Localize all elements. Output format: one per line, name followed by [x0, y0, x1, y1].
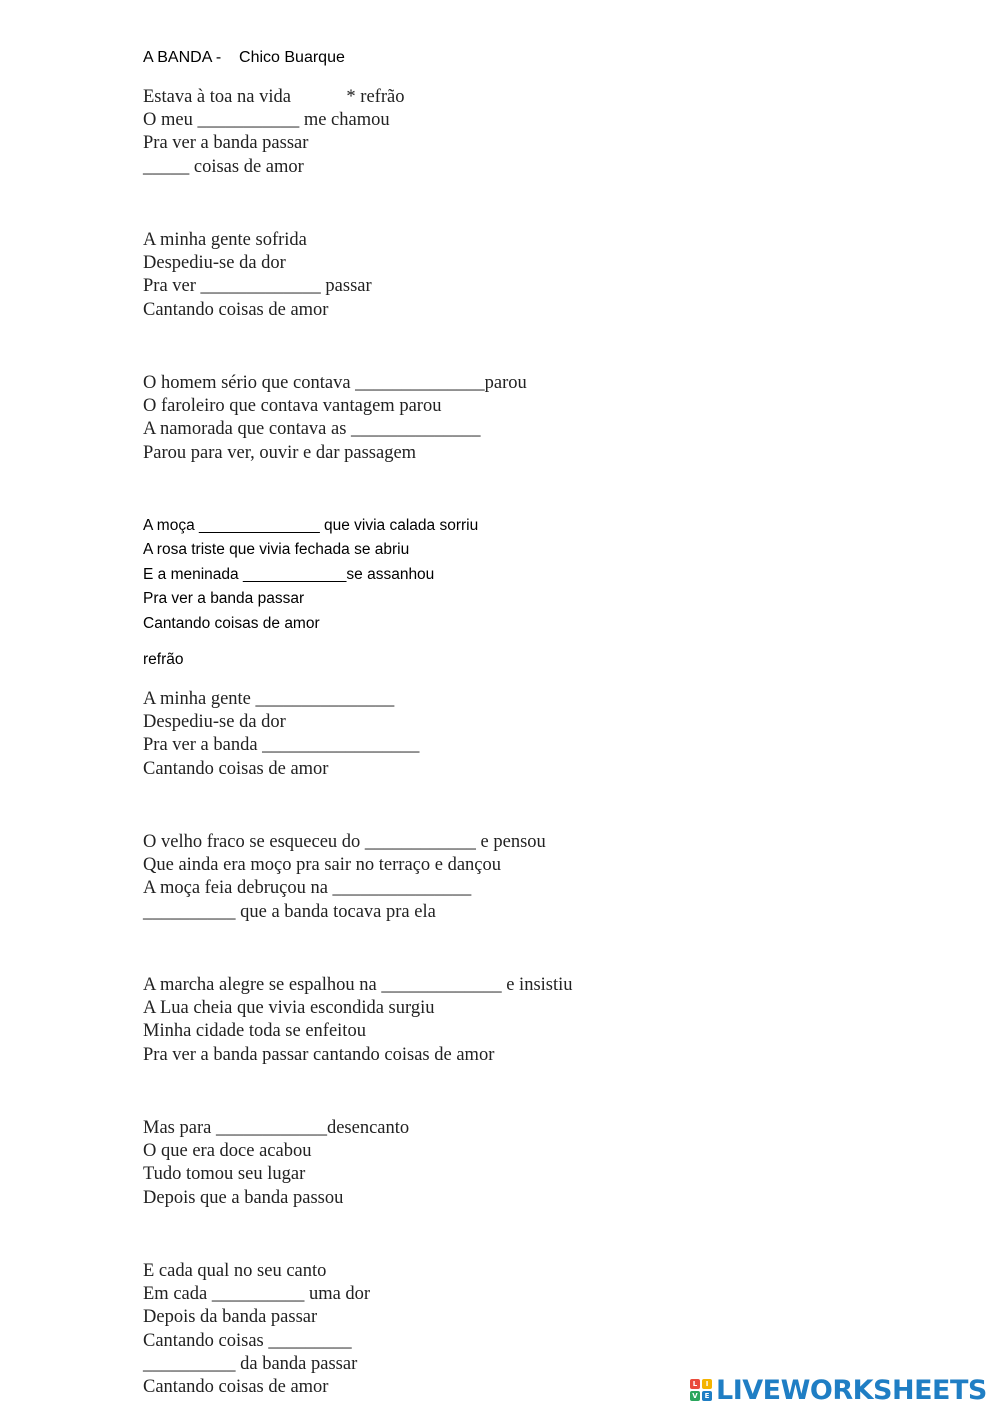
lyric-line: Estava à toa na vida * refrão: [143, 87, 405, 107]
lyric-line: A marcha alegre se espalhou na _____________ e insistiu: [143, 975, 573, 995]
lyric-line: Cantando coisas de amor: [143, 1376, 329, 1397]
logo-tile: V: [690, 1391, 700, 1401]
lyric-line: O faroleiro que contava vantagem parou: [143, 396, 442, 417]
stanza-8: [143, 1117, 409, 1210]
lyric-line: Cantando coisas de amor: [143, 758, 329, 779]
logo-tile: L: [690, 1379, 700, 1389]
lyric-line: A minha gente _______________: [143, 689, 395, 709]
lyric-line: Pra ver a banda _________________: [143, 735, 420, 756]
lyric-line: __________ que a banda tocava pra ela: [143, 901, 436, 922]
lyric-line: Mas para ____________desencanto: [143, 1118, 410, 1138]
liveworksheets-logo-icon: [690, 1379, 712, 1401]
lyric-line: Pra ver a banda passar: [143, 133, 309, 154]
stanza-4: [143, 514, 478, 636]
refrain-label: refrão: [143, 651, 184, 668]
stanza-2: [143, 229, 372, 322]
lyric-line: O velho fraco se esqueceu do ____________ e pensou: [143, 832, 546, 852]
lyric-line: E cada qual no seu canto: [143, 1261, 327, 1281]
logo-tile: I: [702, 1379, 712, 1389]
lyric-line: Depois da banda passar: [143, 1307, 318, 1328]
stanza-5: [143, 688, 419, 781]
lyric-line: Cantando coisas de amor: [143, 614, 320, 632]
lyric-line: __________ da banda passar: [143, 1353, 358, 1374]
lyric-line: A moça ______________ que vivia calada sorriu: [143, 517, 479, 534]
lyric-line: Em cada __________ uma dor: [143, 1284, 371, 1305]
stanza-6: [143, 831, 546, 924]
logo-text: LIVEWORKSHEETS: [716, 1374, 987, 1406]
lyric-line: Pra ver a banda passar: [143, 590, 305, 608]
lyric-line: E a meninada ____________se assanhou: [143, 565, 435, 583]
lyric-line: _____ coisas de amor: [143, 156, 304, 177]
lyric-line: Pra ver _____________ passar: [143, 276, 372, 297]
lyric-line: Depois que a banda passou: [143, 1187, 344, 1208]
lyric-line: Pra ver a banda passar cantando coisas de amor: [143, 1044, 495, 1065]
liveworksheets-logo[interactable]: [690, 1374, 987, 1406]
lyric-line: O homem sério que contava ______________parou: [143, 373, 527, 393]
lyric-line: A namorada que contava as ______________: [143, 419, 481, 440]
stanza-3: [143, 372, 527, 465]
lyric-line: A moça feia debruçou na _______________: [143, 878, 472, 899]
lyric-line: O meu ___________ me chamou: [143, 110, 390, 131]
lyric-line: Minha cidade toda se enfeitou: [143, 1021, 366, 1042]
lyric-line: Despediu-se da dor: [143, 253, 286, 274]
song-title: A BANDA - Chico Buarque: [143, 49, 345, 66]
stanza-1: [143, 86, 404, 179]
lyric-line: Tudo tomou seu lugar: [143, 1164, 306, 1185]
lyric-line: Cantando coisas _________: [143, 1330, 352, 1351]
lyric-line: A Lua cheia que vivia escondida surgiu: [143, 998, 435, 1019]
lyric-line: Parou para ver, ouvir e dar passagem: [143, 442, 417, 463]
lyric-line: Que ainda era moço pra sair no terraço e dançou: [143, 855, 502, 876]
stanza-9: [143, 1260, 370, 1399]
lyric-line: Cantando coisas de amor: [143, 299, 329, 320]
lyric-line: A rosa triste que vivia fechada se abriu: [143, 541, 410, 559]
stanza-7: [143, 974, 573, 1067]
lyric-line: O que era doce acabou: [143, 1141, 312, 1162]
lyric-line: A minha gente sofrida: [143, 230, 307, 250]
lyric-line: Despediu-se da dor: [143, 712, 286, 733]
logo-tile: E: [702, 1391, 712, 1401]
